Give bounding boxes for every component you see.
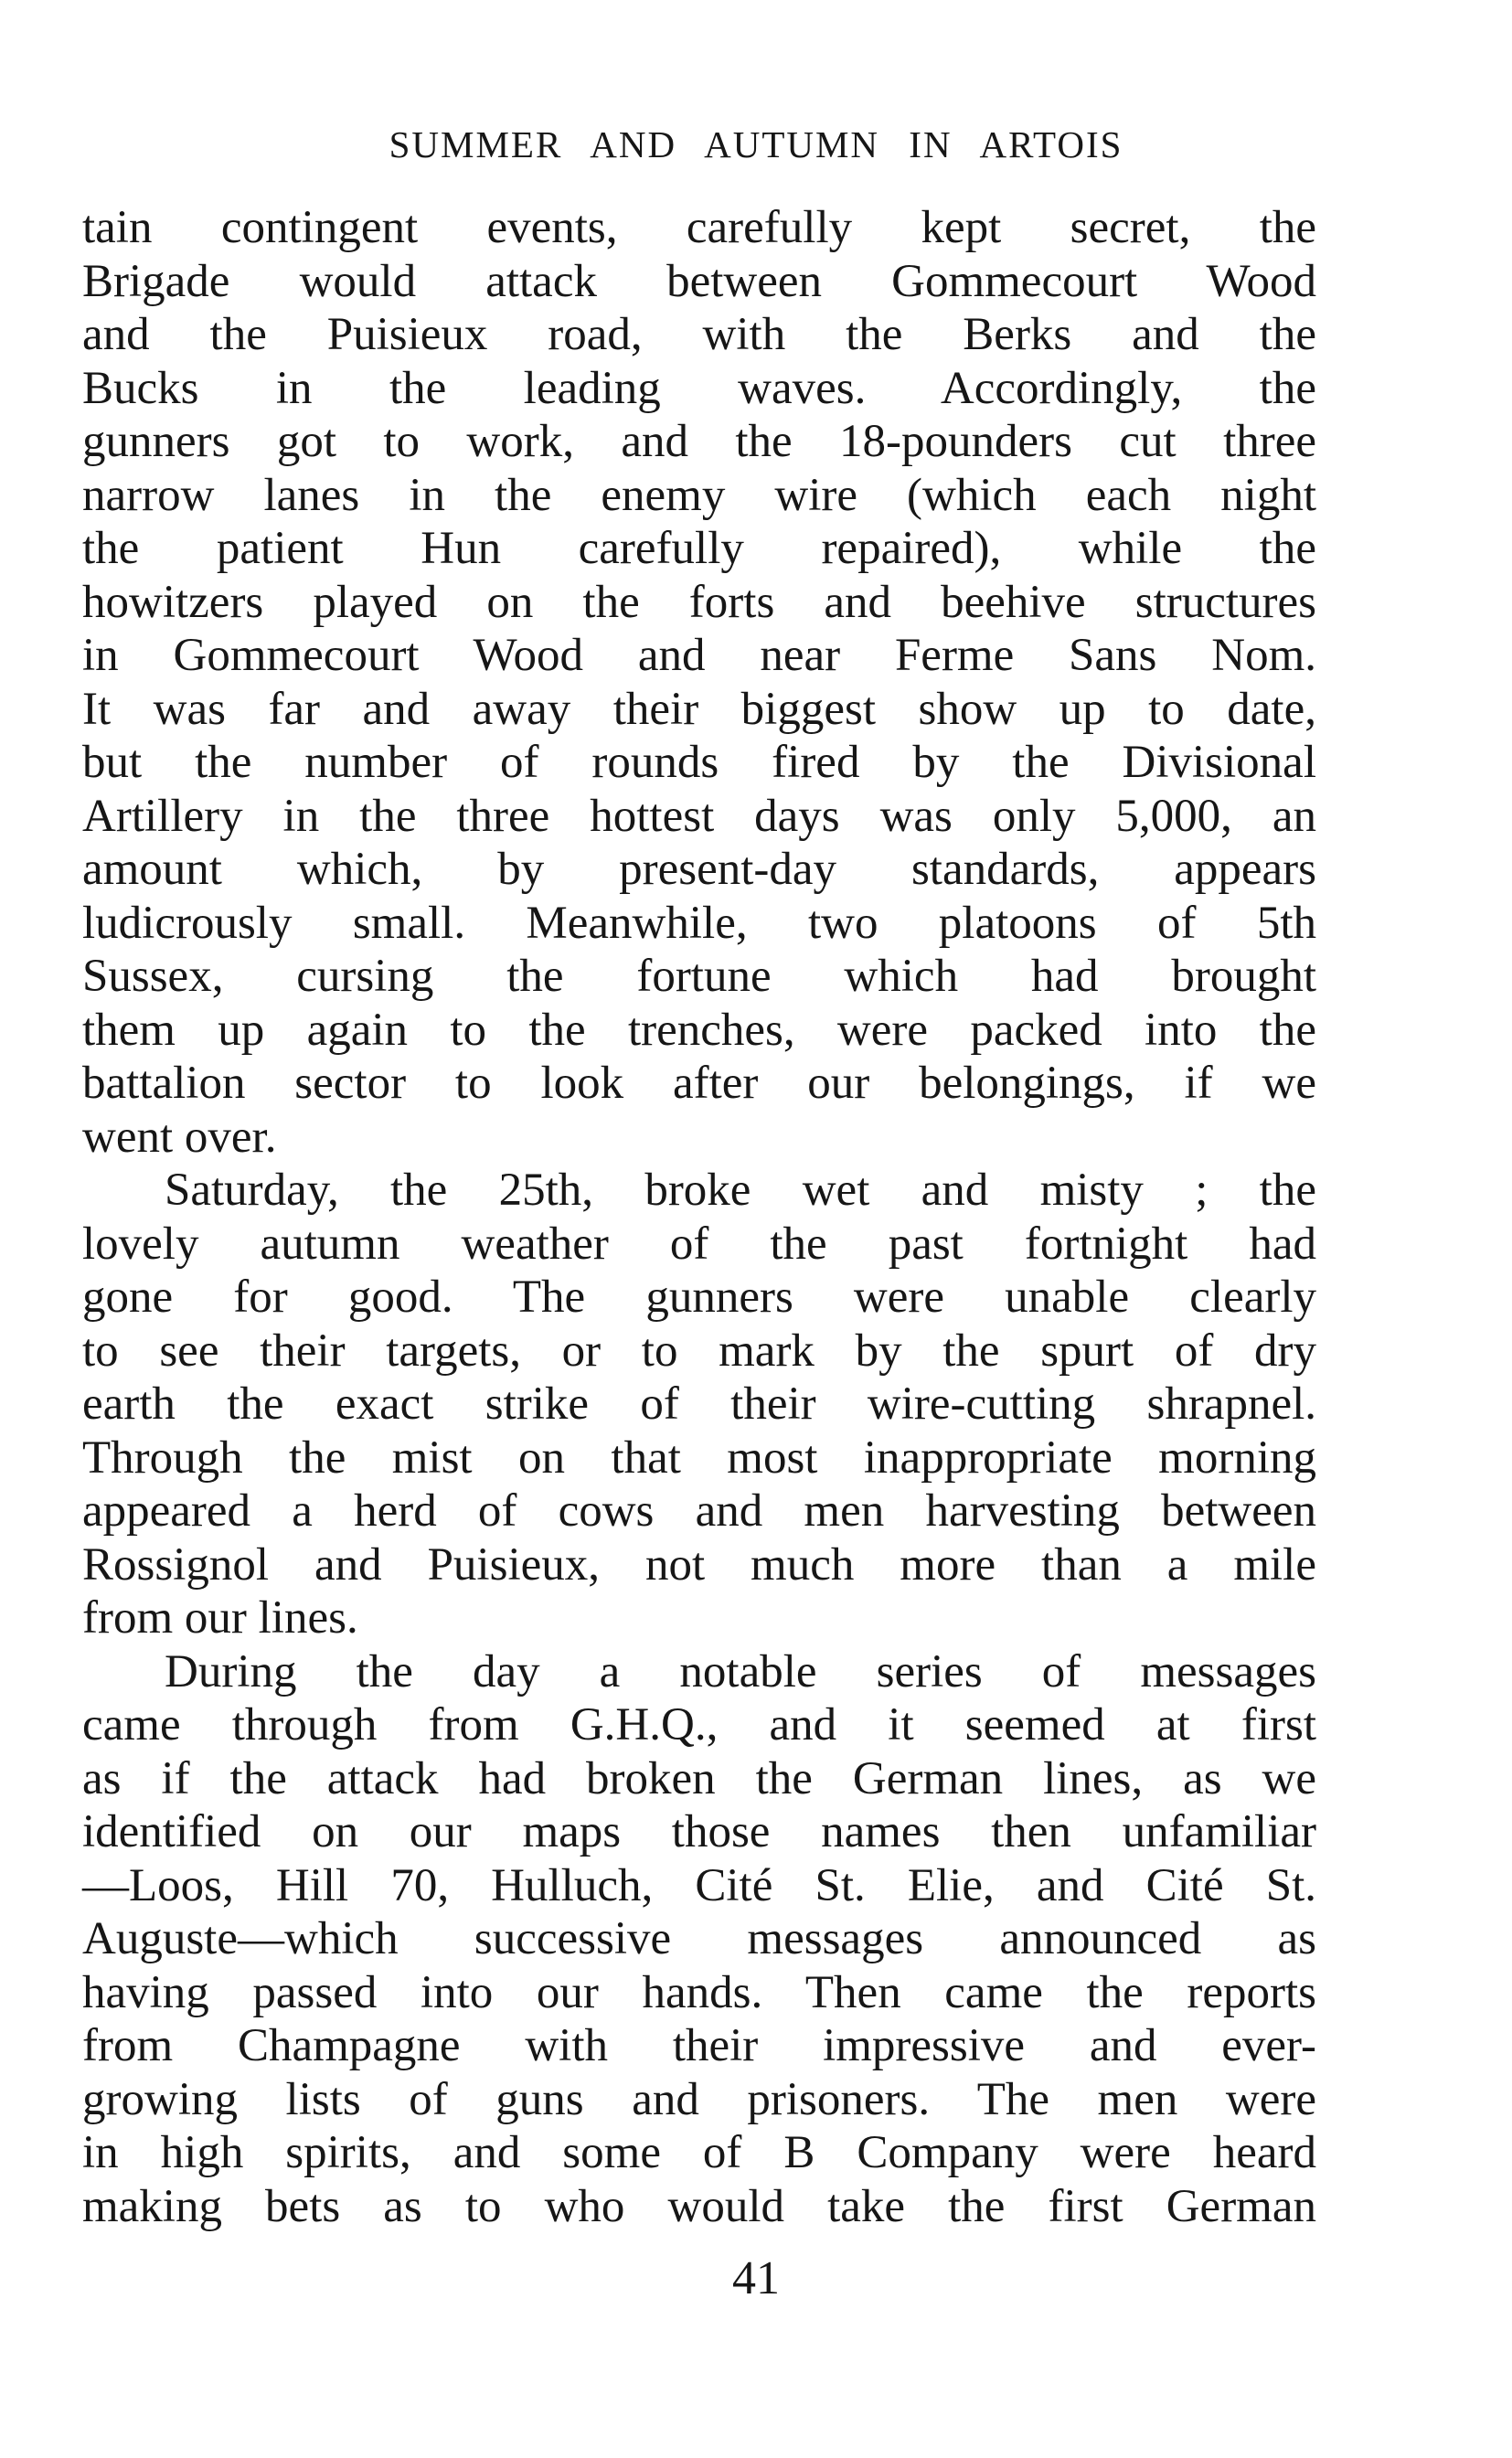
text-line: Auguste—which successive messages announced as bbox=[82, 1913, 1316, 1964]
text-line: in Gommecourt Wood and near Ferme Sans Nom. bbox=[82, 630, 1316, 681]
text-line: It was far and away their biggest show up to date, bbox=[82, 683, 1316, 735]
text-line: Bucks in the leading waves. Accordingly, the bbox=[82, 362, 1316, 414]
text-line: howitzers played on the forts and beehive structures bbox=[82, 576, 1316, 628]
text-line: appeared a herd of cows and men harvesting between bbox=[82, 1485, 1316, 1537]
text-line: as if the attack had broken the German lines, as we bbox=[82, 1752, 1316, 1804]
text-line: Sussex, cursing the fortune which had brought bbox=[82, 951, 1316, 1002]
text-line: came through from G.H.Q., and it seemed at first bbox=[82, 1699, 1316, 1750]
text-line: them up again to the trenches, were packed into the bbox=[82, 1004, 1316, 1056]
text-line: Artillery in the three hottest days was only 5,000, an bbox=[82, 790, 1316, 842]
text-line: narrow lanes in the enemy wire (which each night bbox=[82, 469, 1316, 521]
text-line: lovely autumn weather of the past fortnight had bbox=[82, 1218, 1316, 1270]
text-line: went over. bbox=[82, 1111, 277, 1163]
text-line: amount which, by present-day standards, appears bbox=[82, 844, 1316, 895]
text-line: gone for good. The gunners were unable clearly bbox=[82, 1272, 1316, 1323]
text-line: earth the exact strike of their wire-cutting shrapnel. bbox=[82, 1378, 1316, 1430]
text-line: making bets as to who would take the first German bbox=[82, 2180, 1316, 2232]
text-line: having passed into our hands. Then came the reports bbox=[82, 1966, 1316, 2018]
text-line: but the number of rounds fired by the Divisional bbox=[82, 737, 1316, 788]
text-line: to see their targets, or to mark by the spurt of dry bbox=[82, 1325, 1316, 1377]
paragraph bbox=[82, 1164, 1316, 1645]
text-line: battalion sector to look after our belongings, if we bbox=[82, 1058, 1316, 1109]
text-line: Rossignol and Puisieux, not much more than a mile bbox=[82, 1538, 1316, 1591]
text-line: ludicrously small. Meanwhile, two platoons of 5th bbox=[82, 897, 1316, 949]
text-line: Brigade would attack between Gommecourt Wood bbox=[82, 255, 1316, 307]
page-number: 41 bbox=[732, 2252, 780, 2304]
text-line: tain contingent events, carefully kept secret, the bbox=[82, 202, 1316, 253]
text-line: Saturday, the 25th, broke wet and misty ; the bbox=[165, 1165, 1316, 1216]
text-line: gunners got to work, and the 18-pounders cut three bbox=[82, 416, 1316, 467]
paragraph bbox=[82, 1645, 1316, 2234]
text-line: —Loos, Hill 70, Hulluch, Cité St. Elie, and Cité St. bbox=[82, 1859, 1316, 1911]
text-line: Through the mist on that most inappropriate morning bbox=[82, 1431, 1316, 1484]
text-line: from our lines. bbox=[82, 1592, 358, 1644]
running-head: SUMMER AND AUTUMN IN ARTOIS bbox=[389, 123, 1123, 165]
text-line: identified on our maps those names then unfamiliar bbox=[82, 1806, 1316, 1857]
paragraph bbox=[82, 201, 1316, 1164]
text-line: the patient Hun carefully repaired), while the bbox=[82, 523, 1316, 574]
text-line: in high spirits, and some of B Company were heard bbox=[82, 2127, 1316, 2178]
text-line: During the day a notable series of messages bbox=[165, 1645, 1316, 1697]
body-text bbox=[82, 201, 1316, 2233]
text-line: and the Puisieux road, with the Berks and the bbox=[82, 309, 1316, 360]
text-line: from Champagne with their impressive and ever- bbox=[82, 2020, 1316, 2071]
text-line: growing lists of guns and prisoners. The men were bbox=[82, 2073, 1316, 2125]
